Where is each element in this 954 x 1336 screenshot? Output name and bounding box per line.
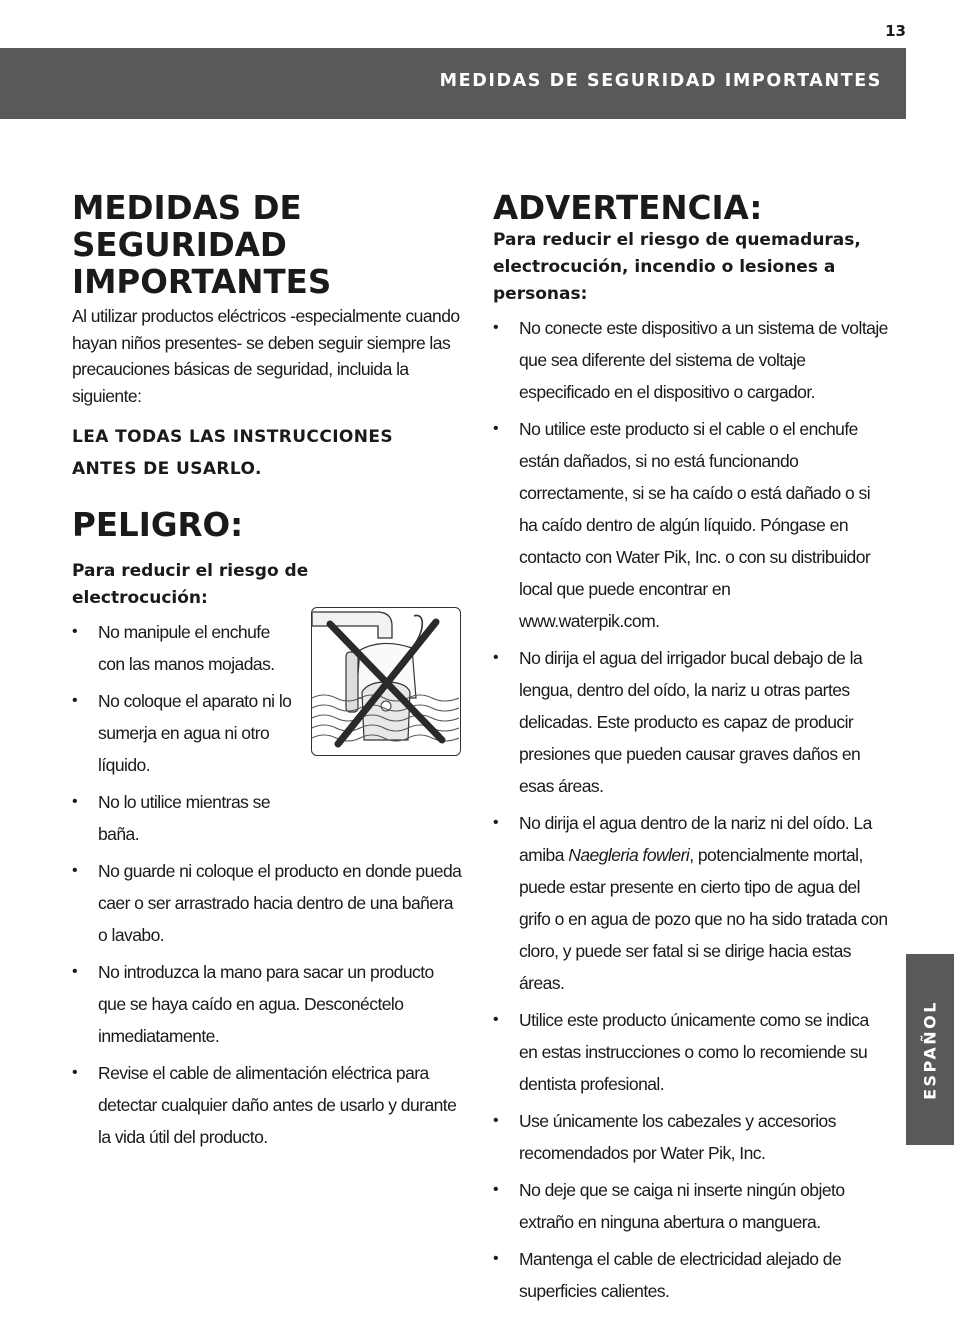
warning-item: • No utilice este producto si el cable o el enchufe están dañados, si no está funcionando correctamente, si se ha caído o está dañado o si ha caído dentro de algún líquido. Póngase en contacto con Water Pik, Inc. o con su distribuidor local que puede encontrar en www.waterpik.com.	[493, 413, 871, 637]
language-tab-label: ESPAÑOL	[920, 1000, 940, 1100]
danger-item: • No guarde ni coloque el producto en donde pueda caer o ser arrastrado hacia dentro de una bañera o lavabo.	[72, 855, 464, 951]
danger-item: • No coloque el aparato ni lo sumerja en agua ni otro líquido.	[72, 685, 308, 781]
page-title: MEDIDAS DE SEGURIDAD IMPORTANTES	[72, 189, 332, 301]
warning-item-text: No dirija el agua dentro de la nariz ni del oído. La amiba	[519, 813, 872, 865]
warning-item-text: , potencialmente mortal, puede estar presente en cierto tipo de agua del grifo o en agua de pozo que no ha sido tratada con cloro, y puede ser fatal si se dirige hacia estas áreas.	[519, 845, 888, 993]
device-in-water-crossed-icon	[312, 608, 459, 754]
header-band	[0, 48, 906, 119]
organism-name: Naegleria fowleri	[568, 845, 690, 865]
warning-subheading: Para reducir el riesgo de quemaduras, electrocución, incendio o lesiones a personas:	[493, 230, 861, 304]
read-all-instructions: LEA TODAS LAS INSTRUCCIONES ANTES DE USARLO.	[72, 427, 394, 479]
page-number: 13	[885, 22, 906, 40]
danger-heading: PELIGRO:	[72, 506, 244, 544]
warning-item: • No deje que se caiga ni inserte ningún objeto extraño en ninguna abertura o manguera.	[493, 1174, 888, 1238]
intro-paragraph: Al utilizar productos eléctricos -especialmente cuando hayan niños presentes- se deben seguir siempre las precauciones básicas de seguridad, incluida la siguiente:	[72, 306, 460, 406]
warning-item: • Utilice este producto únicamente como se indica en estas instrucciones o como lo recomiende su dentista profesional.	[493, 1004, 888, 1100]
danger-subheading: Para reducir el riesgo de electrocución:	[72, 561, 309, 608]
warning-item: • Mantenga el cable de electricidad alejado de superficies calientes.	[493, 1243, 888, 1307]
right-column	[493, 190, 888, 1307]
danger-item: • No introduzca la mano para sacar un producto que se haya caído en agua. Desconéctelo inmediatamente.	[72, 956, 464, 1052]
language-tab	[906, 954, 954, 1145]
warning-item	[493, 807, 888, 999]
danger-item: • Revise el cable de alimentación eléctrica para detectar cualquier daño antes de usarlo y durante la vida útil del producto.	[72, 1057, 464, 1153]
danger-item: • No manipule el enchufe con las manos mojadas.	[72, 616, 288, 680]
warning-item: • No conecte este dispositivo a un sistema de voltaje que sea diferente del sistema de voltaje especificado en el dispositivo o cargador.	[493, 312, 888, 408]
warning-item: • Use únicamente los cabezales y accesorios recomendados por Water Pik, Inc.	[493, 1105, 888, 1169]
warning-list	[493, 312, 888, 1307]
warning-heading: ADVERTENCIA:	[493, 189, 763, 227]
no-water-illustration	[311, 607, 461, 756]
header-title: MEDIDAS DE SEGURIDAD IMPORTANTES	[439, 71, 882, 91]
danger-item: • No lo utilice mientras se baña.	[72, 786, 288, 850]
warning-item: • No dirija el agua del irrigador bucal debajo de la lengua, dentro del oído, la nariz u otras partes delicadas. Este producto es capaz de producir presiones que pueden causar graves daños en esas áreas.	[493, 642, 888, 802]
